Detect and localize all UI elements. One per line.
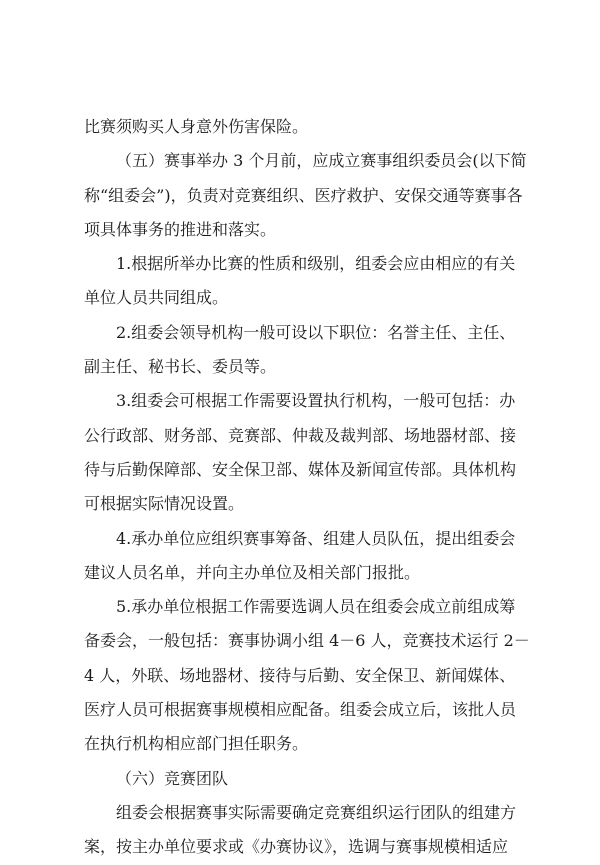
paragraph <box>84 247 524 316</box>
paragraph <box>84 796 524 865</box>
paragraph <box>84 590 530 761</box>
text-line: 项具体事务的推进和落实。 <box>84 219 277 239</box>
text-line: 待与后勤保障部、安全保卫部、媒体及新闻宣传部。具体机构 <box>84 459 517 479</box>
paragraph <box>84 762 524 796</box>
text-line: （六）竞赛团队 <box>116 768 229 788</box>
text-line: （五）赛事举办 3 个月前，应成立赛事组织委员会(以下简 <box>116 151 527 171</box>
text-line: 组委会根据赛事实际需要确定竞赛组织运行团队的组建方 <box>116 802 517 822</box>
document-page <box>84 110 530 865</box>
text-line: 4.承办单位应组织赛事筹备、组建人员队伍，提出组委会 <box>116 528 516 548</box>
paragraph <box>84 144 527 247</box>
text-line: 建议人员名单，并向主办单位及相关部门报批。 <box>84 562 421 582</box>
text-line: 4 人，外联、场地器材、接待与后勤、安全保卫、新闻媒体、 <box>84 665 516 685</box>
text-line: 在执行机构相应部门担任职务。 <box>84 734 309 754</box>
text-line: 1.根据所举办比赛的性质和级别，组委会应由相应的有关 <box>116 254 516 274</box>
text-line: 2.组委会领导机构一般可设以下职位：名誉主任、主任、 <box>116 322 516 342</box>
text-line: 3.组委会可根据工作需要设置执行机构，一般可包括：办 <box>116 391 516 411</box>
text-line: 备委会，一般包括：赛事协调小组 4－6 人，竞赛技术运行 2－ <box>84 631 530 651</box>
text-line: 案，按主办单位要求或《办赛协议》，选调与赛事规模相适应 <box>84 837 509 857</box>
text-line: 称“组委会”)，负责对竞赛组织、医疗救护、安保交通等赛事各 <box>84 185 523 205</box>
text-line: 5.承办单位根据工作需要选调人员在组委会成立前组成筹 <box>116 597 516 617</box>
text-line: 比赛须购买人身意外伤害保险。 <box>84 117 309 136</box>
text-line: 单位人员共同组成。 <box>84 288 229 308</box>
text-line: 副主任、秘书长、委员等。 <box>84 357 277 377</box>
paragraph <box>84 316 524 385</box>
paragraph <box>84 522 524 591</box>
text-line: 医疗人员可根据赛事规模相应配备。组委会成立后，该批人员 <box>84 700 517 720</box>
text-line: 可根据实际情况设置。 <box>84 494 245 514</box>
paragraph <box>84 110 524 144</box>
paragraph <box>84 384 524 521</box>
text-line: 公行政部、财务部、竞赛部、仲裁及裁判部、场地器材部、接 <box>84 425 517 445</box>
